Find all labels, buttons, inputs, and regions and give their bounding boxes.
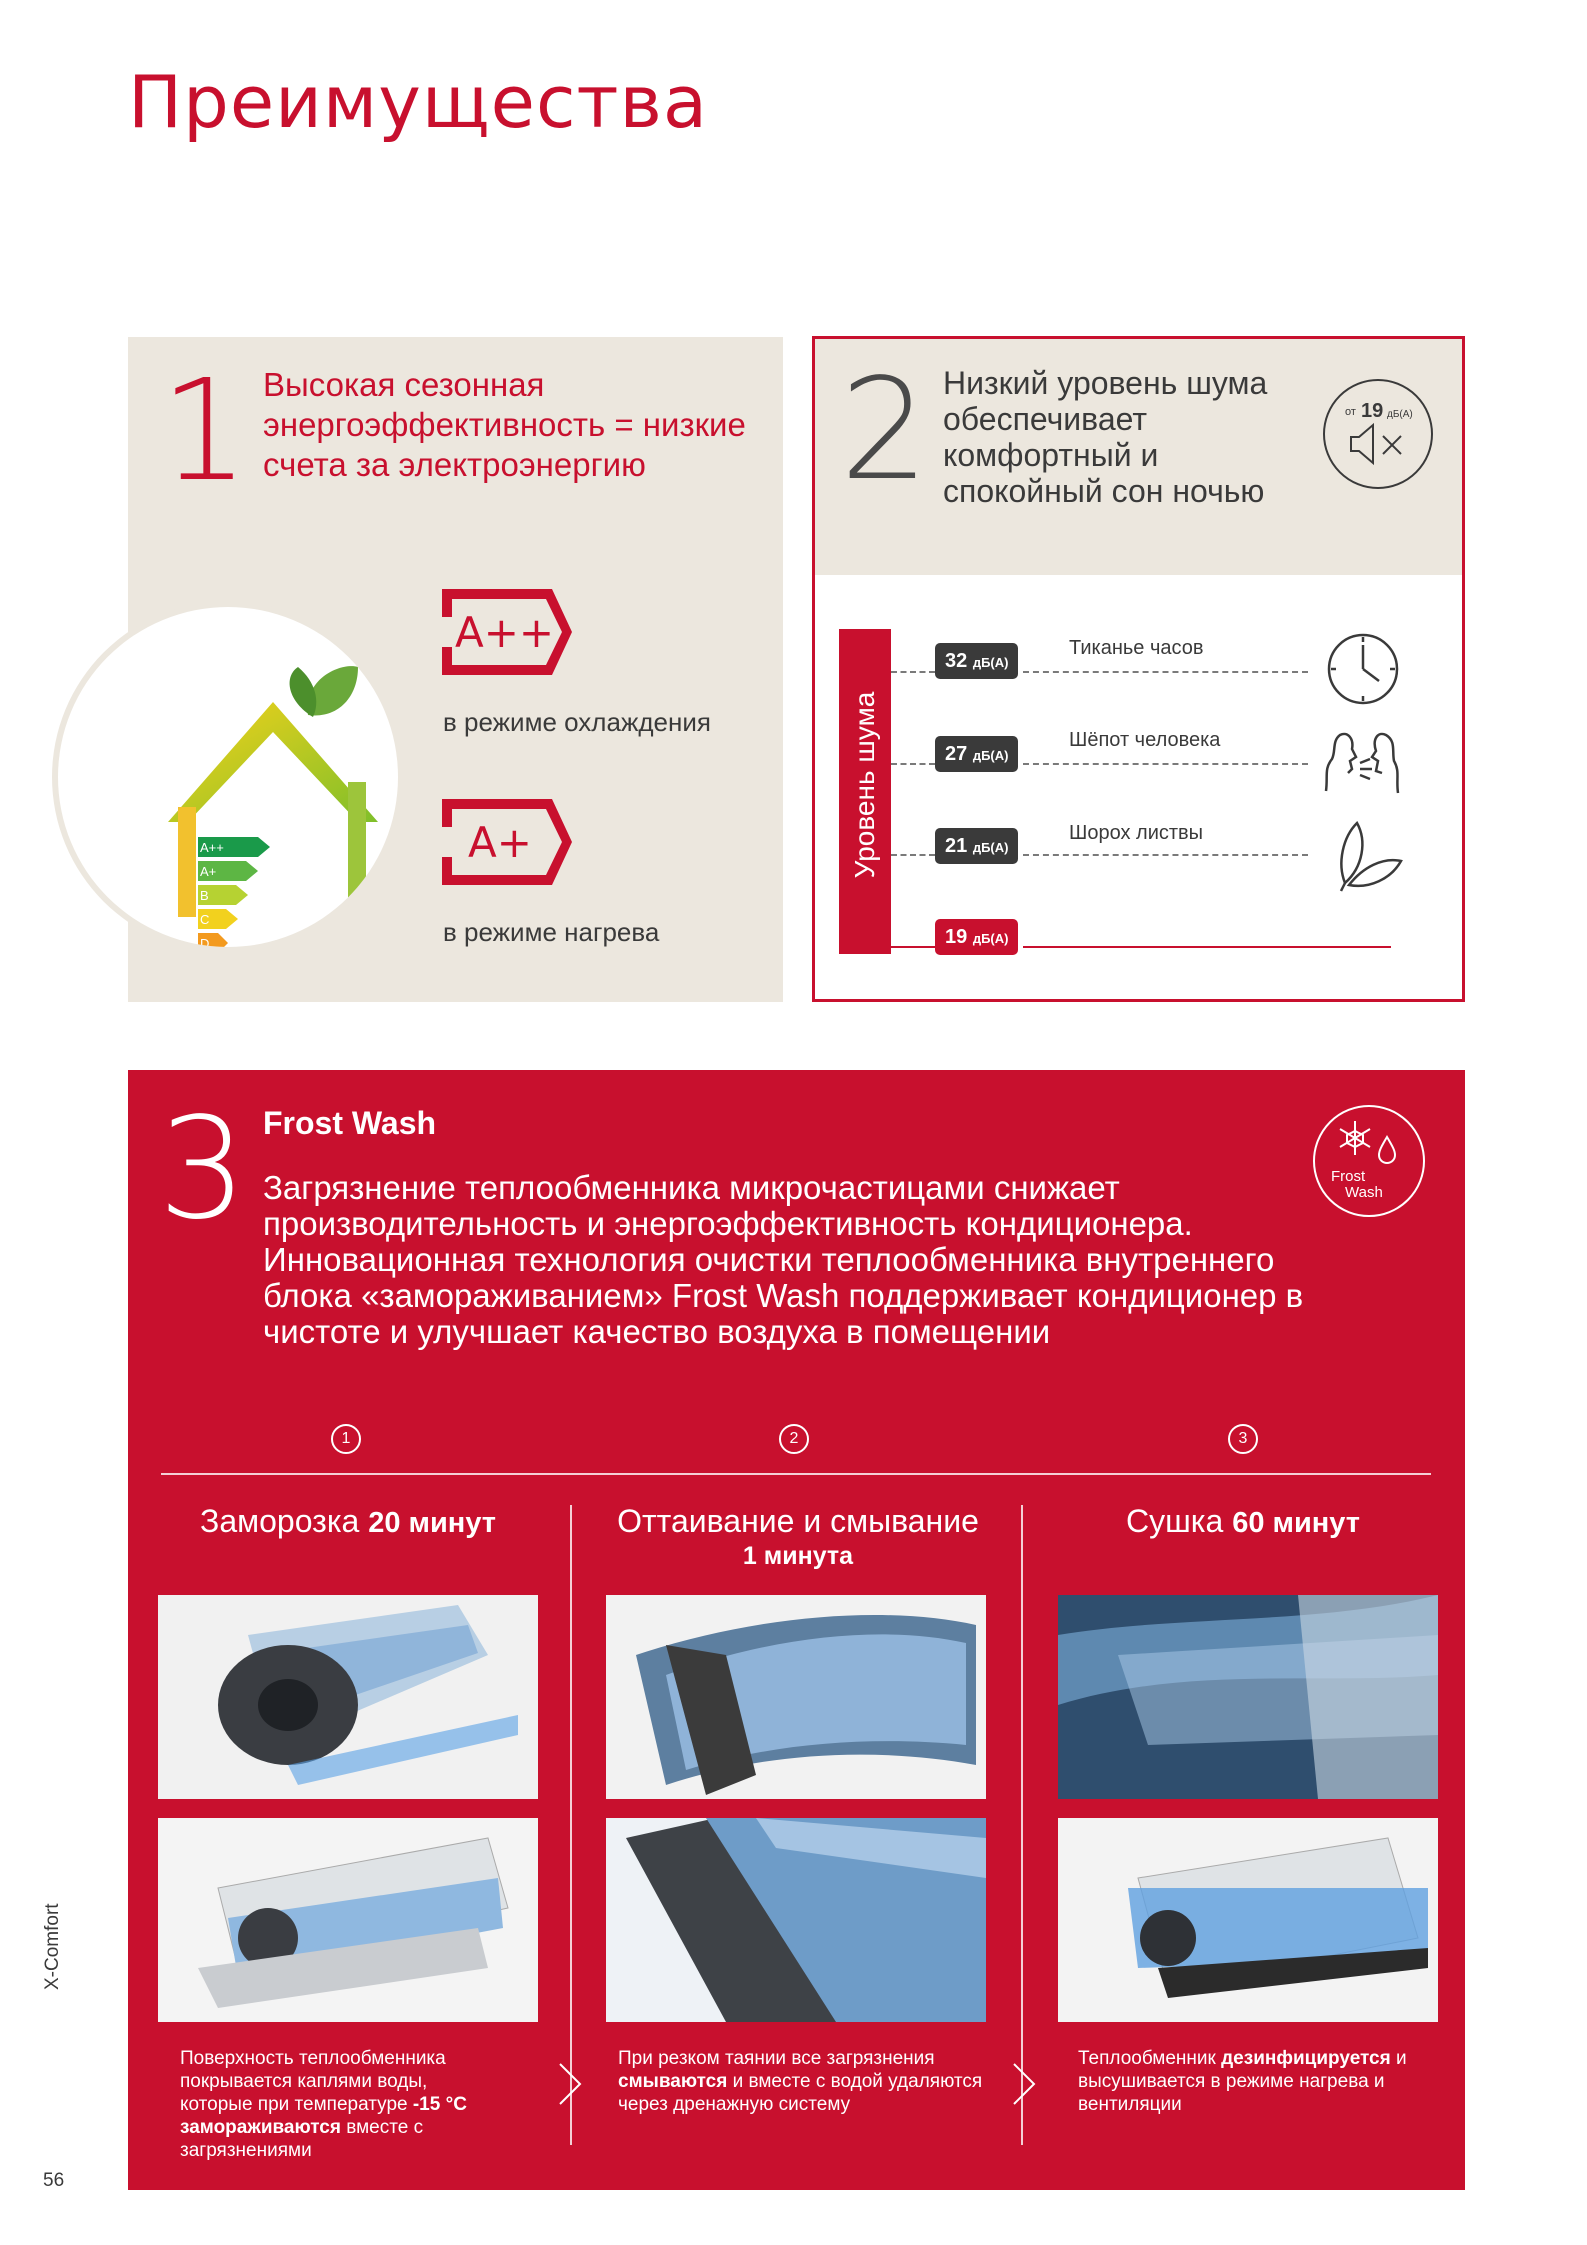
step-description: При резком таянии все загрязнения смываются и вместе с водой удаляются через дренажную систему <box>618 2048 983 2115</box>
cooling-mode-label: в режиме охлаждения <box>443 707 711 737</box>
freezing-photo-2 <box>158 1818 538 2022</box>
brand-label: X-Comfort <box>42 1903 63 1990</box>
leaves-icon <box>1327 813 1407 893</box>
benefit-title: Высокая сезонная энергоэффективность = низкие счета за электроэнергию <box>263 366 746 483</box>
badge-unit: дБ(А) <box>1387 409 1413 420</box>
noise-scale-bar <box>839 629 891 954</box>
logo-text: Frost <box>1331 1168 1366 1185</box>
noise-level-pill: 21 дБ(А) <box>935 828 1018 864</box>
whisper-icon <box>1320 721 1400 801</box>
house-label: A++ <box>200 840 224 855</box>
column-divider <box>570 1505 572 2145</box>
noise-level-pill: 27 дБ(А) <box>935 736 1018 772</box>
water-drop-icon <box>1379 1137 1395 1163</box>
energy-class-value: A+ <box>468 818 532 867</box>
benefit-number: 2 <box>840 349 930 512</box>
thawing-photo-1 <box>606 1595 986 1799</box>
step-title: Сушка 60 минут <box>1126 1503 1360 1539</box>
chevron-right-icon <box>1010 2060 1038 2108</box>
step-number: 3 <box>1228 1424 1258 1454</box>
speaker-mute-icon <box>1351 425 1401 463</box>
benefit-noise-card <box>812 336 1465 1002</box>
energy-class-bars <box>198 837 270 947</box>
step-number: 1 <box>331 1424 361 1454</box>
logo-text: Wash <box>1345 1184 1383 1201</box>
drying-photo-1 <box>1058 1595 1438 1799</box>
benefit-frostwash-card <box>128 1070 1465 2190</box>
noise-level-pill: 32 дБ(А) <box>935 643 1018 679</box>
step-description: Теплообменник дезинфицируется и высушивается в режиме нагрева и вентиляции <box>1078 2048 1407 2115</box>
benefit-number: 3 <box>158 1088 248 1251</box>
noise-scale-label: Уровень шума <box>849 691 880 879</box>
low-noise-icon <box>1323 379 1433 489</box>
drying-photo-2 <box>1058 1818 1438 2022</box>
energy-house-illustration <box>58 607 398 947</box>
house-label: B <box>200 888 209 903</box>
leaf-icon <box>290 666 358 717</box>
noise-level-pill-min: 19 дБ(А) <box>935 919 1018 955</box>
step-title: Оттаивание и смывание <box>617 1503 979 1539</box>
steps-divider <box>161 1473 1431 1475</box>
energy-class-cooling-badge <box>440 587 575 677</box>
step-number: 2 <box>779 1424 809 1454</box>
benefit-title: Низкий уровень шума обеспечивает комфортный и спокойный сон ночью <box>943 365 1268 509</box>
house-label: C <box>200 912 210 927</box>
badge-value: 19 <box>1361 400 1384 422</box>
page-number: 56 <box>43 2170 65 2191</box>
freezing-photo-1 <box>158 1595 538 1799</box>
benefit-description: Загрязнение теплообменника микрочастицами снижает производительность и энергоэффективность кондиционера. Инновационная технология очистки теплообменника внутреннего блока «замораживанием» Frost Wash поддерживает кондиционер в чистоте и улучшает качество воздуха в помещении <box>263 1169 1304 1350</box>
snowflake-icon <box>1340 1121 1370 1155</box>
frost-wash-logo <box>1313 1105 1425 1217</box>
column-divider <box>1021 1505 1023 2145</box>
benefit-title: Frost Wash <box>263 1105 437 1141</box>
benefit-number: 1 <box>160 350 250 513</box>
benefit-energy-card <box>128 337 783 1002</box>
energy-class-heating-badge <box>440 797 575 887</box>
heating-mode-label: в режиме нагрева <box>443 917 660 947</box>
noise-example-label: Тиканье часов <box>1069 637 1204 659</box>
thawing-photo-2 <box>606 1818 986 2022</box>
noise-example-label: Шорох листвы <box>1069 822 1204 844</box>
energy-class-value: A++ <box>455 608 555 657</box>
step-duration: 1 минута <box>742 1542 854 1570</box>
badge-prefix: от <box>1345 406 1356 418</box>
chevron-right-icon <box>556 2060 584 2108</box>
page-title: Преимущества <box>128 60 709 144</box>
house-label: A+ <box>200 864 217 879</box>
step-title: Заморозка 20 минут <box>199 1503 496 1539</box>
house-label: D <box>200 936 210 947</box>
clock-icon <box>1323 629 1403 709</box>
noise-example-label: Шёпот человека <box>1069 729 1221 751</box>
step-description: Поверхность теплообменника покрывается каплями воды, которые при температуре -15 °C замораживаются вместе с загрязнениями <box>180 2048 467 2161</box>
